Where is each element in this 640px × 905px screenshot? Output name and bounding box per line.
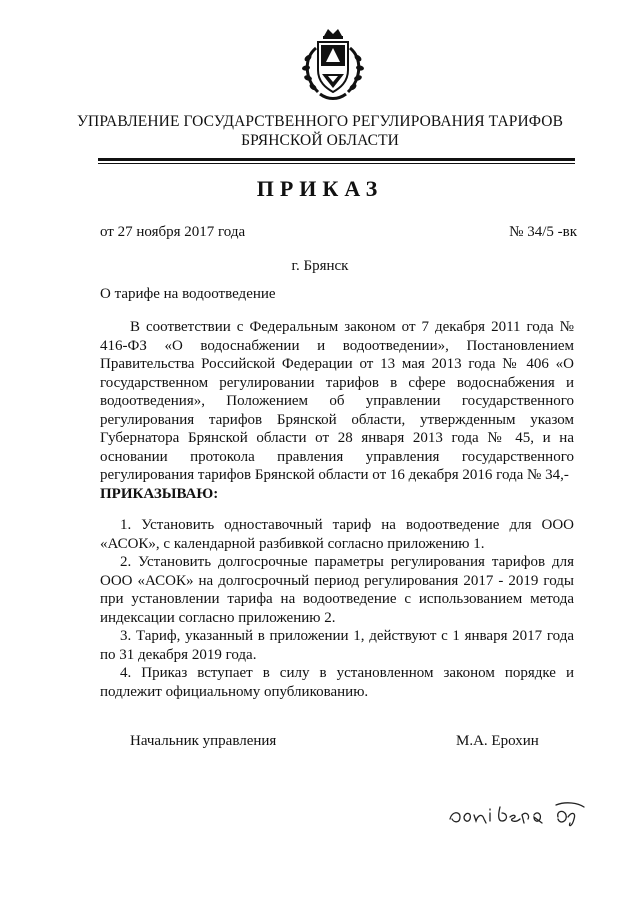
organization-name-line2: БРЯНСКОЙ ОБЛАСТИ [241,132,399,149]
decree-item-1: 1. Установить одноставочный тариф на водоотведение для ООО «АСОК», с календарной разбивкой согласно приложению 1. [100,517,574,552]
document-body [100,318,574,701]
document-subject: О тарифе на водоотведение [100,286,276,302]
document-number: № 34/5 -вк [509,224,577,240]
document-date: от 27 ноября 2017 года [100,224,246,240]
bryansk-coat-of-arms-icon [298,26,368,102]
decree-items [100,516,574,701]
decree-word: ПРИКАЗЫВАЮ: [100,485,219,502]
document-title: ПРИКАЗ [256,176,384,201]
decree-item-2: 2. Установить долгосрочные параметры регулирования тарифов для ООО «АСОК» на долгосрочный период регулирования 2017 - 2019 годы при установлении тарифа на водоотведение с использованием метода индексации согласно приложению 2. [100,554,574,626]
preamble-paragraph: В соответствии с Федеральным законом от 7 декабря 2011 года № 416-ФЗ «О водоснабжении и водоотведении», Постановлением Правительства Российской Федерации от 13 мая 2013 года № 406 «О государственном регулировании тарифов в сфере водоснабжения и водоотведения», Положением об управлении государственного регулирования тарифов Брянской области, утвержденным указом Губернатора Брянской области от 28 января 2013 года № 45, и на основании протокола правления управления государственного регулирования тарифов Брянской области от 16 декабря 2016 года № 34,- [100,319,574,483]
document-city: г. Брянск [291,258,349,274]
organization-name-line1: УПРАВЛЕНИЕ ГОСУДАРСТВЕННОГО РЕГУЛИРОВАНИЯ ТАРИФОВ [76,113,564,130]
signatory-position: Начальник управления [130,733,277,749]
decree-item-3: 3. Тариф, указанный в приложении 1, действуют с 1 января 2017 года по 31 декабря 2019 года. [100,628,574,663]
signatory-name: М.А. Ерохин [456,733,539,749]
header-divider-thin [98,163,575,164]
handwritten-certification-note [446,797,586,831]
header-divider-thick [98,158,575,161]
decree-item-4: 4. Приказ вступает в силу в установленном законом порядке и подлежит официальному опубликованию. [100,665,574,700]
